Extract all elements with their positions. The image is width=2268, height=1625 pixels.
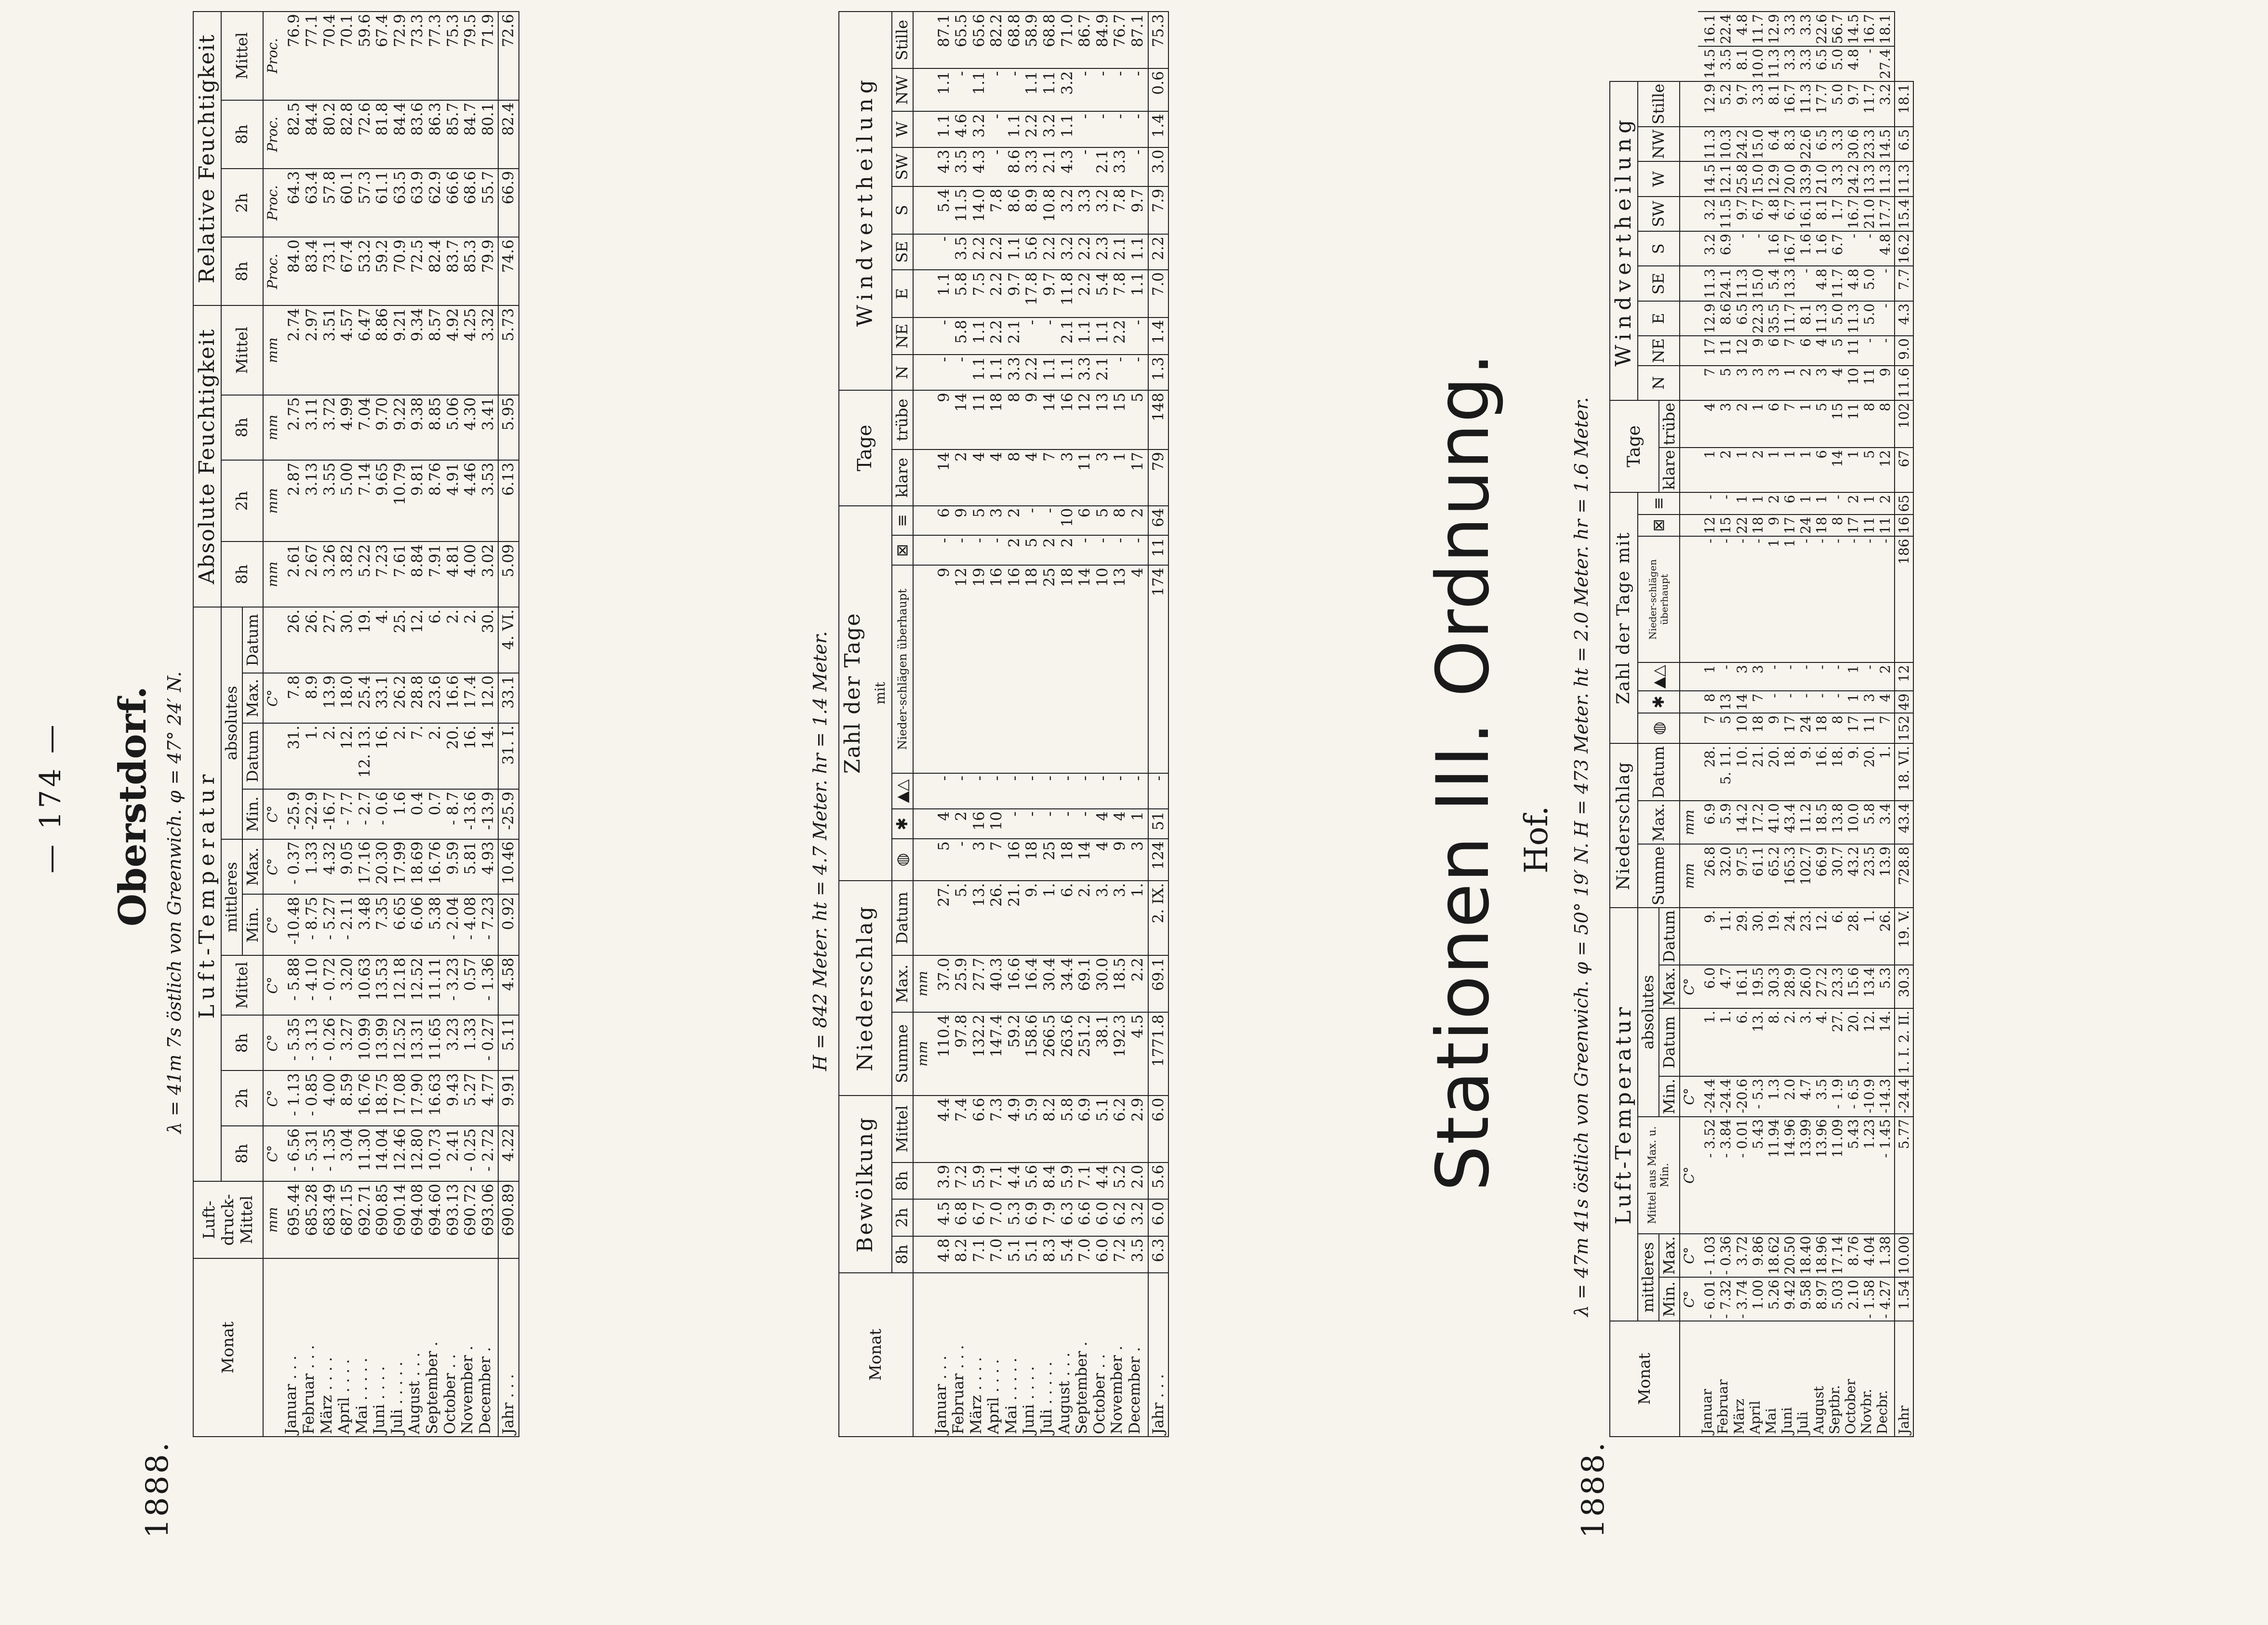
header-niederschlag: Niederschlag [839,881,892,1096]
header-ns-summe: Summe [1638,844,1680,908]
jahr-value: 33.1 [498,673,519,723]
header-niederschlaegen: Nieder-schlägen überhaupt [1638,536,1680,662]
data-column: 4.4 7.4 6.6 7.3 4.9 5.9 8.2 5.8 6.9 5.1 6.2 2.9 [931,1096,1148,1163]
jahr-value: 15.4 [1895,197,1913,231]
data-column: 4.5 6.8 6.7 7.0 5.3 6.9 7.9 6.3 6.6 6.0 6.2 3.2 [931,1199,1148,1236]
table-oberstdorf-clouds-precip-wind [838,11,1169,1437]
data-column: 1.1 - 1.1 - - 1.1 1.1 3.2 - - - - [931,68,1148,111]
data-column: - 5.35 - 3.13 - 0.26 3.27 10.99 13.99 12.52 13.31 11.65 3.23 1.33 - 0.27 [281,1015,498,1070]
header-temp-absolutes: absolutes [221,607,242,839]
header-ns-datum: Datum [1638,744,1680,801]
header-temp-min: Min. [242,894,264,955]
snow-icon: ✱ [892,809,913,839]
jahr-value: 1.54 [1895,1277,1913,1321]
table-hof [1609,11,1914,1437]
table-oberstdorf-temperature-humidity [193,11,519,1437]
unit-mm: mm [913,1012,931,1096]
jahr-value: 74.6 [498,237,519,305]
jahr-value: 5.77 [1895,1117,1913,1234]
data-column: - 6.56 - 5.31 - 1.35 3.04 11.30 14.04 12.46 12.80 10.73 2.41 - 0.25 - 2.72 [281,1126,498,1181]
jahr-value: 18.1 [1895,81,1913,127]
data-column: 5 - 3 7 16 18 25 18 14 4 9 3 [931,839,1148,881]
data-column: - 3.52 - 3.84 - 0.01 5.43 11.94 14.96 13.99 13.96 11.09 5.43 1.23 - 1.45 [1698,1117,1894,1234]
jahr-value: 1771.8 [1148,1012,1169,1096]
jahr-value: 3.0 [1148,147,1169,186]
jahr-value: 16 [1895,515,1913,537]
header-mittel-aus: Mittel aus Max. u. Min. [1638,1117,1680,1234]
jahr-value: 43.4 [1895,801,1913,844]
data-column: 87.1 65.5 65.6 82.2 68.8 58.9 68.8 71.0 86.7 84.9 76.7 87.1 [931,12,1148,68]
header-monat: Monat [1610,1321,1680,1437]
data-column: 6 9 5 3 2 - - 10 6 5 8 2 [931,506,1148,536]
wind-ne: NE [892,317,913,355]
jahr-value: 6.3 [1148,1236,1169,1273]
jahr-value: 1.4 [1148,317,1169,355]
data-column: 6.0 4.7 16.1 19.5 30.3 28.9 26.0 27.2 23.3 15.6 13.4 5.3 [1698,965,1894,1008]
jahr-value: 6.13 [498,460,519,542]
unit-mm: mm [263,460,281,542]
year-label-hof: 1888. [1576,1440,1611,1538]
unit-c: C° [263,839,281,895]
jahr-value: 1.3 [1148,355,1169,390]
header-windvertheilung: Windvertheilung [1610,81,1638,400]
month-labels: Januar Februar März April Mai Juni Juli August Septbr. October Novbr. Decbr. [1698,1321,1894,1437]
jahr-value: 1.4 [1148,111,1169,147]
header-abs-min-datum: Datum [1659,1008,1680,1076]
data-column: 7.8 8.9 13.9 18.0 25.4 33.1 26.2 28.8 23.6 16.6 17.4 12.0 [281,673,498,723]
rain-icon: ◍ [1638,713,1680,743]
header-abs-min: Min. [1659,1076,1680,1117]
data-column: - 6.01 - 7.32 - 3.74 1.00 5.26 9.42 9.58 8.97 5.03 2.10 - 1.58 - 4.27 [1698,1277,1894,1321]
data-column: 7 5 3 3 3 1 2 3 4 10 11 9 [1698,366,1894,400]
jahr-value: 124 [1148,839,1169,881]
data-column: - 0.37 1.33 4.32 9.05 17.16 20.30 17.99 18.69 16.76 9.59 5.81 4.93 [281,839,498,895]
header-klare: klare [892,449,913,505]
jahr-value: 11.6 [1895,366,1913,400]
page-number: — 174 — [34,722,67,873]
jahr-value: 0.92 [498,894,519,955]
data-column: 12.9 8.6 6.5 22.3 35.5 11.7 8.1 11.3 5.0 11.3 5.0 - [1698,301,1894,336]
data-column: 8 13 14 7 - - - - - 1 3 4 [1698,691,1894,713]
data-column: 110.4 97.8 132.2 147.4 59.2 158.6 266.5 263.6 251.2 38.1 192.3 4.5 [931,1012,1148,1096]
jahr-value: 31. I. [498,723,519,789]
jahr-value: 64 [1148,506,1169,536]
header-rel-8h-evening: 8h [221,100,264,169]
unit-c: C° [263,673,281,723]
month-labels: Januar . . . Februar . . . März . . . . April . . . . Mai . . . . . Juni . . . . Juli . . . . . August . . . September . October . . November . December . [281,1258,498,1437]
data-column: 4.3 3.5 4.3 - 8.6 3.3 2.1 4.3 - 2.1 3.3 - [931,147,1148,186]
data-column: 26.8 32.0 97.5 61.1 65.2 165.3 102.7 66.9 30.7 43.2 23.5 13.9 [1698,844,1894,908]
data-column: 6.9 5.9 14.2 17.2 41.0 43.4 11.2 18.5 13.8 10.0 5.8 3.4 [1698,801,1894,844]
wind-stille: Stille [892,12,913,68]
header-rel-2h: 2h [221,169,264,237]
data-column: - - - - - - - - - - - - [931,773,1148,809]
fog-icon: ≡ [892,506,913,536]
header-niederschlaegen: Nieder-schlägen überhaupt [892,565,913,773]
month-labels: Januar . . . Februar . . . März . . . . April . . . . Mai . . . . . Juni . . . . Juli . . . . . August . . . September . October . . November . December . [931,1273,1148,1437]
wind-sw: SW [892,147,913,186]
wind-w: W [892,111,913,147]
header-lufttemperatur: Luft-Temperatur [193,607,221,1181]
data-column: 37.0 25.9 27.7 40.3 16.6 16.4 30.4 34.4 69.1 30.0 18.5 2.2 [931,955,1148,1012]
data-column: 14.5 12.1 25.8 15.0 12.9 20.0 33.9 21.0 3.3 24.2 13.3 11.3 [1698,161,1894,196]
header-abs-8h: 8h [221,542,264,607]
header-absolute-feuchtigkeit: Absolute Feuchtigkeit [193,305,221,607]
jahr-value: - [1148,773,1169,809]
jahr-value: 51 [1148,809,1169,839]
wind-s: S [1638,231,1680,266]
header-ns-max: Max. [892,955,913,1012]
data-column: 1. 1. 6. 13. 8. 2. 3. 4. 27. 20. 12. 14. [1698,1008,1894,1076]
hail-icon: ▲△ [892,773,913,809]
header-abs-2h: 2h [221,460,264,542]
wind-n: N [1638,366,1680,400]
data-column: - 5.88 - 4.10 - 0.72 3.20 10.63 13.53 12.18 12.52 11.11 - 3.23 0.57 - 1.36 [281,955,498,1016]
data-column: 2.87 3.13 3.55 5.00 7.14 9.65 10.79 9.81 8.76 4.91 4.46 3.53 [281,460,498,542]
header-klare: klare [1659,448,1680,492]
jahr-value: 16.2 [1895,231,1913,266]
data-column: 5.4 11.5 14.0 7.8 8.6 8.9 10.8 3.2 3.3 3.2 7.8 9.7 [931,186,1148,234]
jahr-value: 6.5 [1895,127,1913,161]
jahr-value: 152 [1895,713,1913,743]
data-column: - - - - 1 1 - - - - - - [1698,536,1894,662]
jahr-value: 9.91 [498,1070,519,1126]
jahr-value: 10.46 [498,839,519,895]
jahr-value: 4.3 [1895,301,1913,336]
jahr-value: 79 [1148,449,1169,505]
unit-mm: mm [913,955,931,1012]
jahr-value: 4.58 [498,955,519,1016]
jahr-value: -24.4 [1895,1076,1913,1117]
jahr-value: 69.1 [1148,955,1169,1012]
header-bewoelkung: Bewölkung [839,1096,892,1273]
header-rel-8h: 8h [221,237,264,305]
header-truebe: trübe [1659,400,1680,448]
data-column: 2.75 3.11 3.72 4.99 7.04 9.70 9.22 9.38 8.85 5.06 4.30 3.41 [281,395,498,461]
data-column: 3.2 11.5 9.7 6.7 4.8 6.7 16.1 8.1 1.7 16.7 21.0 17.7 [1698,197,1894,231]
header-bew-mittel: Mittel [892,1096,913,1163]
header-ns-datum: Datum [892,881,913,955]
jahr-value: 7.7 [1895,266,1913,301]
wind-e: E [892,270,913,317]
jahr-value: 5.73 [498,305,519,395]
jahr-value: 4.22 [498,1126,519,1181]
jahr-value: 65 [1895,492,1913,515]
jahr-value: 12 [1895,662,1913,691]
header-temp-abs-max: Max. [242,673,264,723]
data-column: - 5.8 1.1 2.2 2.1 - - 2.1 1.1 1.1 2.2 - [931,317,1148,355]
data-column: 9 14 11 18 8 9 14 16 12 13 15 5 [931,390,1148,449]
jahr-value: 174 [1148,565,1169,773]
data-column: 4 2 16 10 - - - - - 4 4 1 [931,809,1148,839]
jahr-value: 728.8 [1895,844,1913,908]
header-bew-2h: 2h [892,1199,913,1236]
data-column: 4 3 2 1 6 7 1 5 15 11 8 8 [1698,400,1894,448]
data-column: 9 12 19 16 16 18 25 18 14 10 13 4 [931,565,1148,773]
fog-icon: ≡ [1638,492,1680,515]
unit-c: C° [263,955,281,1016]
jahr-label: Jahr [1895,1321,1913,1437]
header-mittleres: mittleres [1638,1234,1659,1321]
header-windvertheilung: Windvertheilung [839,12,892,390]
unit-c: C° [263,1070,281,1126]
jahr-value: 6.0 [1148,1199,1169,1236]
header-temp-2h: 2h [221,1070,264,1126]
section-heading: Stationen III. Ordnung. [1421,352,1505,1191]
heights-oberstdorf: H = 842 Meter. ht = 4.7 Meter. hr = 1.4 Meter. [809,631,831,1071]
data-column: 84.0 83.4 73.1 67.4 53.2 59.2 70.9 72.5 82.4 83.7 85.3 79.9 [281,237,498,305]
data-column: 1.1 5.8 7.5 2.2 9.7 17.8 9.7 11.8 2.2 5.4 7.8 1.1 [931,270,1148,317]
header-abs-max: Max. [1659,965,1680,1008]
wind-nw: NW [1638,127,1680,161]
data-column: 12 15 22 18 9 17 24 18 8 17 11 11 [1698,515,1894,537]
header-min: Min. [1659,1277,1680,1321]
data-column: 28. 5. 11. 10. 21. 20. 18. 9. 16. 18. 9. 20. 1. [1698,744,1894,801]
data-column: 695.44 685.28 683.49 687.15 692.71 690.85 690.14 694.08 694.60 693.13 690.72 693.06 [281,1181,498,1258]
data-column: 11.3 10.3 24.2 15.0 6.4 8.3 22.6 6.5 3.3 30.6 23.3 14.5 [1698,127,1894,161]
header-ns-summe: Summe [892,1012,913,1096]
data-column: 27. 5. 13. 26. 21. 9. 1. 6. 2. 3. 3. 1. [931,881,1148,955]
jahr-value: 11.3 [1895,161,1913,196]
jahr-value: 4. VI. [498,607,519,673]
unit-mm: mm [263,395,281,461]
data-column: - - - - 2 5 2 2 - - - - [931,535,1148,565]
data-column: 1.1 4.6 3.2 - 1.1 2.2 3.2 1.1 - - - - [931,111,1148,147]
unit-mm: mm [1680,844,1698,908]
header-temp-mittel: Mittel [221,955,264,1016]
header-temp-8h: 8h [221,1126,264,1181]
jahr-value: -25.9 [498,789,519,839]
rain-icon: ◍ [892,839,913,881]
header-tage: Tage [1610,400,1659,492]
header-truebe: trübe [892,390,913,449]
data-column: 3.9 7.2 5.9 7.1 4.4 5.6 8.4 5.9 7.1 4.4 5.2 2.0 [931,1163,1148,1199]
header-temp-mittleres: mittleres [221,839,242,955]
jahr-value: 7.0 [1148,270,1169,317]
jahr-value: 67 [1895,448,1913,492]
data-column: 11.3 24.1 11.3 15.0 5.4 13.3 - 4.8 11.7 4.8 5.0 - [1698,266,1894,301]
jahr-value: 82.4 [498,100,519,169]
wind-w: W [1638,161,1680,196]
data-column: 14 2 4 4 8 4 7 3 11 3 1 17 [931,449,1148,505]
header-zahl-der-tage: Zahl der Tage mit [839,506,892,881]
unit-c: C° [263,789,281,839]
data-column: -10.48 - 8.75 - 5.27 - 2.11 3.48 7.35 6.65 6.06 5.38 - 2.04 - 4.08 - 7.23 [281,894,498,955]
wind-stille: Stille [1638,81,1680,127]
header-temp-abs-min-datum: Datum [242,723,264,789]
data-column: 9. 11. 29. 30. 19. 24. 23. 12. 6. 28. 1. 26. [1698,908,1894,965]
header-abs-8h-evening: 8h [221,395,264,461]
wind-e: E [1638,301,1680,336]
data-column: - 3.5 2.2 2.2 1.1 5.6 2.2 3.2 2.2 2.3 2.1 1.1 [931,234,1148,270]
data-column: 31. 1. 2. 12. 12. 13. 16. 2. 7. 2. 20. 16. 14. [281,723,498,789]
thunder-icon: ⊠ [892,535,913,565]
jahr-value: 10.00 [1895,1234,1913,1278]
header-rel-mittel: Mittel [221,12,264,100]
wind-se: SE [892,234,913,270]
data-column: 12.9 5.2 9.7 3.3 8.1 16.7 11.3 17.7 5.0 9.7 11.7 3.2 [1698,81,1894,127]
unit-mm: mm [263,1181,281,1258]
unit-c: C° [263,1126,281,1181]
header-temp-8h-evening: 8h [221,1015,264,1070]
unit-proc: Proc. [263,12,281,100]
unit-proc: Proc. [263,169,281,237]
header-monat: Monat [839,1273,913,1437]
header-tage: Tage [839,390,892,505]
jahr-value: 5.95 [498,395,519,461]
data-column: 17 11 12 9 6 7 6 4 5 11 - - [1698,336,1894,365]
unit-c: C° [1680,1277,1698,1321]
data-column: 82.5 84.4 80.2 82.8 72.6 81.8 84.4 83.6 86.3 85.7 84.7 80.1 [281,100,498,169]
data-column: 4.8 8.2 7.1 7.0 5.1 5.1 8.3 5.4 7.0 6.0 7.2 3.5 [931,1236,1148,1273]
jahr-value: 5.09 [498,542,519,607]
jahr-value: 690.89 [498,1181,519,1258]
jahr-value: 49 [1895,691,1913,713]
header-lufttemperatur: Luft-Temperatur [1610,908,1638,1321]
header-bew-8h-evening: 8h [892,1163,913,1199]
wind-ne: NE [1638,336,1680,365]
jahr-value: 30.3 [1895,965,1913,1008]
year-label: 1888. [140,1440,175,1538]
unit-c: C° [1680,1234,1698,1278]
unit-mm: mm [263,542,281,607]
jahr-value: 11 [1148,535,1169,565]
data-column: - - 1.1 1.1 3.3 2.2 1.1 1.1 3.3 2.1 - - [931,355,1148,390]
station-title-oberstdorf: Oberstdorf. [111,686,155,926]
jahr-value: 6.0 [1148,1096,1169,1163]
data-column: 1 2 1 2 1 1 1 6 14 1 5 12 [1698,448,1894,492]
jahr-value: 72.6 [498,12,519,100]
data-column: -25.9 -22.9 -16.7 - 7.7 - 2.7 - 0.6 1.6 0.4 0.7 - 8.7 -13.6 -13.9 [281,789,498,839]
hail-icon: ▲△ [1638,662,1680,691]
unit-mm: mm [263,305,281,395]
data-column: - - 1 1 2 6 1 1 - 2 1 2 [1698,492,1894,515]
wind-s: S [892,186,913,234]
header-temp-abs-max-datum: Datum [242,607,264,673]
jahr-value: 0.6 [1148,68,1169,111]
header-abs-mittel: Mittel [221,305,264,395]
header-abs-max-datum: Datum [1659,908,1680,965]
data-column: 7 5 10 18 9 17 24 18 8 17 11 7 [1698,713,1894,743]
data-column: -24.4 -24.4 -20.6 - 5.3 1.3 2.0 4.7 3.5 - 1.9 - 6.5 -10.9 -14.3 [1698,1076,1894,1117]
unit-proc: Proc. [263,237,281,305]
header-monat: Monat [193,1258,263,1437]
jahr-value: 5.11 [498,1015,519,1070]
jahr-value: 9.0 [1895,336,1913,365]
jahr-value: 19. V. [1895,908,1913,965]
data-column: 16.1 22.4 4.8 11.7 12.9 3.3 3.3 22.6 56.7 14.5 16.7 18.1 [1698,12,1894,46]
unit-c: C° [1680,1076,1698,1117]
snow-icon: ✱ [1638,691,1680,713]
jahr-value: 102 [1895,400,1913,448]
unit-c: C° [263,1015,281,1070]
data-column: - 1.13 - 0.85 4.00 8.59 16.76 18.75 17.08 17.90 16.63 9.43 5.27 4.77 [281,1070,498,1126]
jahr-value: 1. I. 2. II. [1895,1008,1913,1076]
jahr-label: Jahr . . . [1148,1273,1169,1437]
data-column: 2.61 2.67 3.26 3.82 5.22 7.23 7.61 8.84 7.91 4.81 4.00 3.02 [281,542,498,607]
data-column: - 1.03 - 0.36 3.72 9.86 18.62 20.50 18.40 18.96 17.14 8.76 4.04 1.38 [1698,1234,1894,1278]
jahr-value: 148 [1148,390,1169,449]
data-column: 2.74 2.97 3.51 4.57 6.47 8.86 9.21 9.34 8.57 4.92 4.25 3.32 [281,305,498,395]
data-column: 76.9 77.1 70.4 70.1 59.6 67.4 72.9 73.3 77.3 75.3 79.5 71.9 [281,12,498,100]
jahr-value: 66.9 [498,169,519,237]
jahr-value: 75.3 [1148,12,1169,68]
coords-hof: λ = 47m 41s östlich von Greenwich. φ = 50° 19′ N. H = 473 Meter. ht = 2.0 Meter. hr = 1.6 Meter. [1571,397,1592,1317]
data-column: 1 - 3 3 - - - - - 1 - 2 [1698,662,1894,691]
header-luftdruck: Luft-druck-Mittel [193,1181,263,1258]
header-zahl-der-tage: Zahl der Tage mit [1610,492,1638,743]
header-relative-feuchtigkeit: Relative Feuchtigkeit [193,12,221,305]
header-max: Max. [1659,1234,1680,1278]
wind-n: N [892,355,913,390]
coords-oberstdorf: λ = 41m 7s östlich von Greenwich. φ = 47° 24′ N. [164,671,185,1134]
jahr-value: 7.9 [1148,186,1169,234]
header-niederschlag: Niederschlag [1610,744,1638,908]
header-absolutes: absolutes [1638,908,1659,1117]
data-column: 14.5 3.5 8.1 10.0 11.3 3.3 3.3 6.5 5.0 4.8 - 27.4 [1698,46,1894,81]
jahr-value: 18. VI. [1895,744,1913,801]
data-column: 64.3 63.4 57.8 60.1 57.3 61.1 63.5 63.9 62.9 66.6 68.6 55.7 [281,169,498,237]
data-column: 26. 26. 27. 30. 19. 4. 25. 12. 6. 2. 2. 30. [281,607,498,673]
unit-proc: Proc. [263,100,281,169]
thunder-icon: ⊠ [1638,515,1680,537]
wind-nw: NW [892,68,913,111]
header-bew-8h: 8h [892,1236,913,1273]
jahr-value: 2. IX. [1148,881,1169,955]
wind-sw: SW [1638,197,1680,231]
unit-c: C° [263,894,281,955]
jahr-value: 186 [1895,536,1913,662]
unit-mm: mm [1680,801,1698,844]
data-column: 3.2 6.9 - - 1.6 16.7 1.6 1.6 6.7 - - 4.8 [1698,231,1894,266]
header-temp-abs-min: Min. [242,789,264,839]
wind-se: SE [1638,266,1680,301]
station-title-hof: Hof. [1518,806,1555,873]
header-temp-max: Max. [242,839,264,895]
header-ns-max: Max. [1638,801,1680,844]
jahr-label: Jahr . . . [498,1258,519,1437]
unit-c: C° [1680,965,1698,1008]
unit-c: C° [1680,1117,1698,1234]
jahr-value: 2.2 [1148,234,1169,270]
jahr-value: 5.6 [1148,1163,1169,1199]
